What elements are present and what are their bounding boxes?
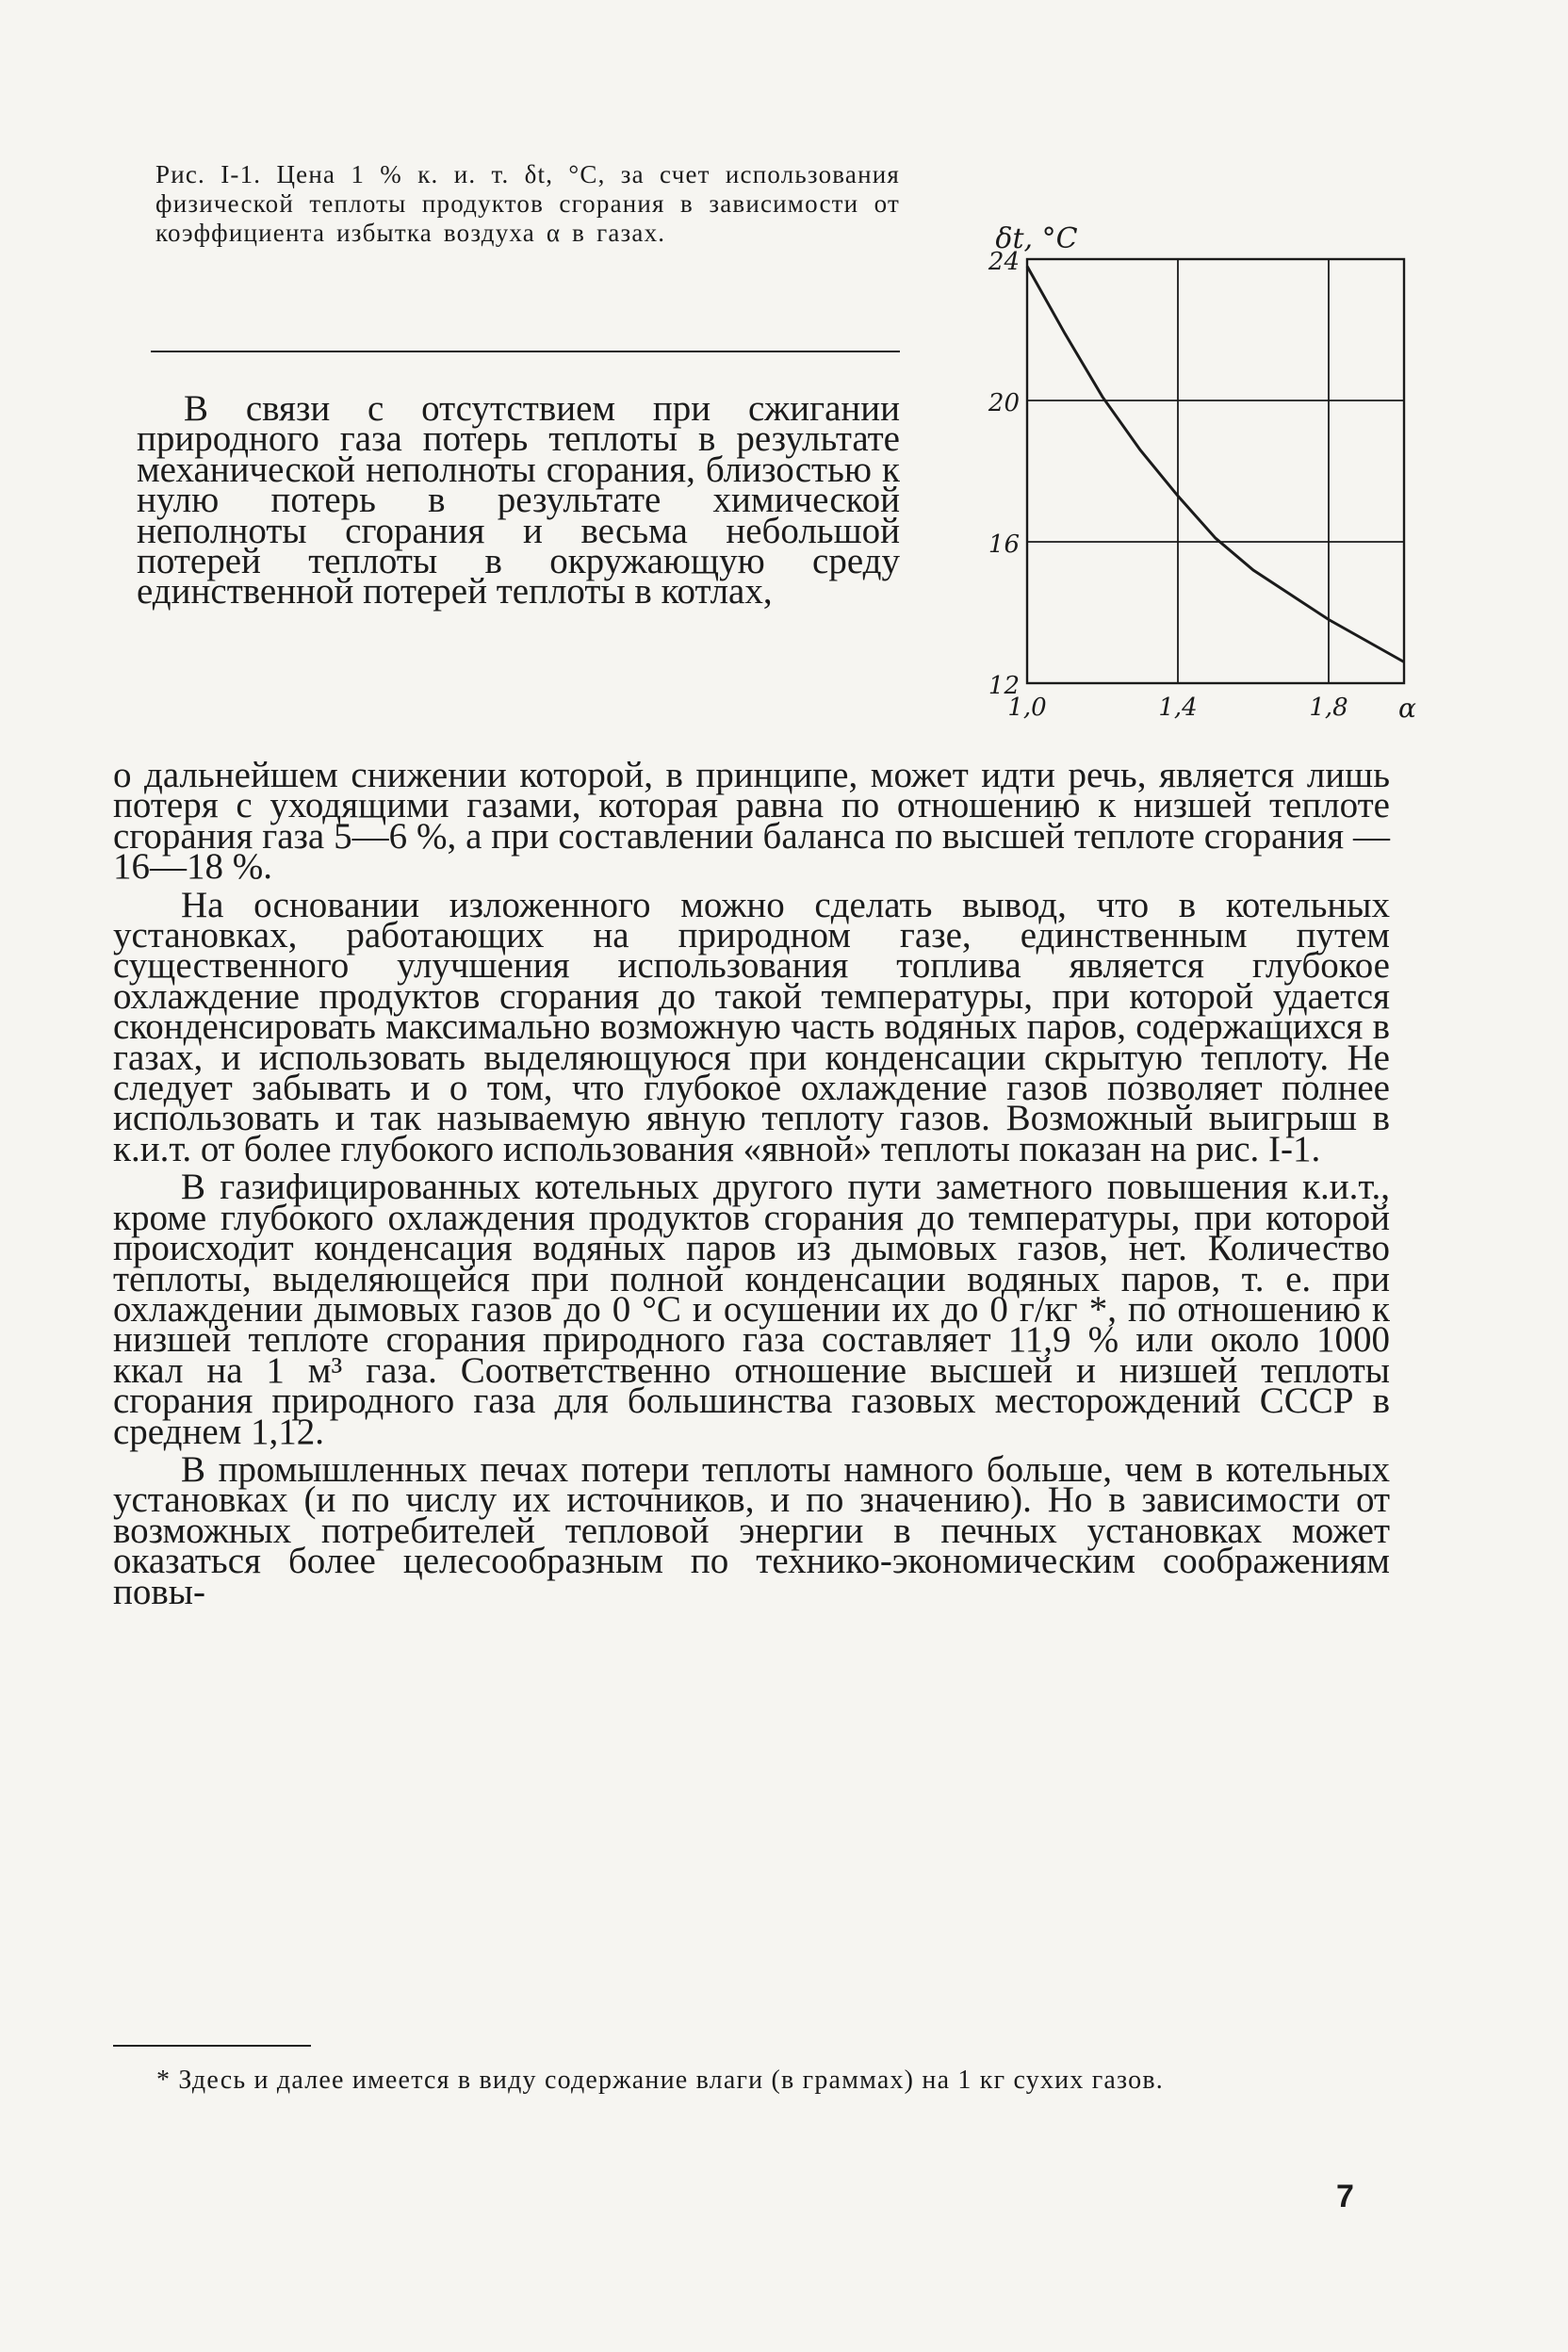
- paragraph-1-continued: о дальнейшем снижении которой, в принципе, может идти речь, является лишь потеря с уходящими газами, которая равна по отношению к низшей теплоте сгорания газа 5—6 %, а при составлении баланса по высшей теплоте сгорания — 16—18 %.: [113, 755, 1390, 888]
- paragraph-1-wrapped: В связи с отсутствием при сжигании природного газа потерь теплоты в результате механической неполноты сгорания, близостью к нулю потерь в результате химической неполноты сгорания и весьма небольшой потерей теплоты в окружающую среду единственной потерей теплоты в котлах,: [137, 388, 900, 612]
- y-tick-label: 20: [988, 389, 1020, 417]
- figure-caption: Рис. I-1. Цена 1 % к. и. т. δt, °С, за счет использования физической теплоты продуктов сгорания в зависимости от коэффициента избытка воздуха α в газах.: [155, 160, 900, 247]
- caption-rule: [151, 351, 900, 352]
- paragraph-3: В газифицированных котельных другого пути заметного повышения к.и.т., кроме глубокого охлаждения продуктов сгорания до температуры, при которой происходит конденсация водяных паров из дымовых газов, нет. Количество теплоты, выделяющейся при полной конденсации водяных паров, т. е. при охлаждении дымовых газов до 0 °С и осушении их до 0 г/кг *, по отношению к низшей теплоте сгорания природного газа составляет 11,9 % или около 1000 ккал на 1 м³ газа. Соответственно отношение высшей и низшей теплоты сгорания природного газа для большинства газовых месторождений СССР в среднем 1,12.: [113, 1167, 1390, 1452]
- plot-frame: [1027, 259, 1404, 683]
- page-number: 7: [1336, 2179, 1354, 2214]
- y-axis-label: δt, °C: [995, 222, 1078, 255]
- x-tick-label: 1,4: [1158, 694, 1198, 722]
- y-tick-label: 16: [988, 531, 1020, 559]
- body-text: [113, 755, 1390, 1615]
- y-tick-label: 12: [988, 672, 1020, 700]
- figure-chart: [971, 170, 1442, 735]
- x-tick-label: 1,8: [1309, 694, 1348, 722]
- footnote: * Здесь и далее имеется в виду содержание влаги (в граммах) на 1 кг сухих газов.: [156, 2066, 1164, 2095]
- paragraph-4: В промышленных печах потери теплоты намного больше, чем в котельных установках (и по числу их источников, и по значению). Но в зависимости от возможных потребителей тепловой энергии в печных установках может оказаться более целесообразным по технико-экономическим соображениям повы-: [113, 1448, 1390, 1612]
- y-tick-label: 24: [988, 248, 1020, 276]
- x-tick-label: 1,0: [1007, 694, 1047, 722]
- series-line: [1027, 267, 1404, 662]
- x-axis-label: α: [1398, 693, 1416, 724]
- paragraph-2: На основании изложенного можно сделать вывод, что в котельных установках, работающих на природном газе, единственным путем существенного улучшения использования топлива является глубокое охлаждение продуктов сгорания до такой температуры, при которой удается сконденсировать максимально возможную часть водяных паров, содержащихся в газах, и использовать выделяющуюся при конденсации скрытую теплоту. Не следует забывать и о том, что глубокое охлаждение газов позволяет полнее использовать и так называемую явную теплоту газов. Возможный выигрыш в к.и.т. от более глубокого использования «явной» теплоты показан на рис. I-1.: [113, 884, 1390, 1169]
- footnote-rule: [113, 2045, 311, 2047]
